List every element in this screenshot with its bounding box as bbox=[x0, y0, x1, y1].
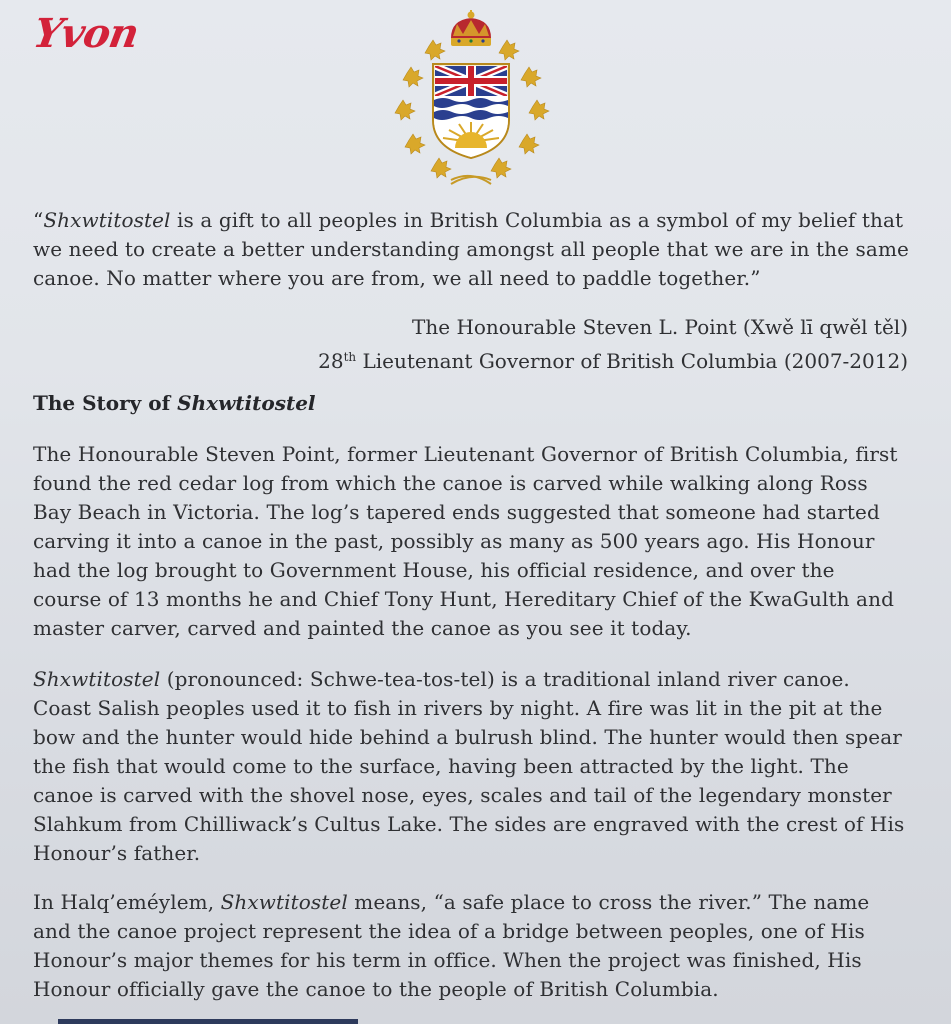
quote-attribution bbox=[318, 312, 908, 376]
british-columbia-crest-icon bbox=[385, 8, 557, 188]
para3-title: Shxwtitostel bbox=[220, 890, 348, 914]
quote-title-italic: Shxwtitostel bbox=[43, 208, 171, 232]
attribution-ordinal-number: 28 bbox=[318, 349, 344, 373]
story-paragraph-1: The Honourable Steven Point, former Lieutenant Governor of British Columbia, first found the red cedar log from which the canoe is carved while walking along Ross Bay Beach in Victoria. The log’s tapered ends suggested that someone had started carving it into a canoe in the past, possibly as many as 500 years ago. His Honour had the log brought to Government House, his official residence, and over the course of 13 months he and Chief Tony Hunt, Hereditary Chief of the KwaGulth and master carver, carved and painted the canoe as you see it today. bbox=[33, 442, 898, 640]
heading-title: Shxwtitostel bbox=[177, 391, 316, 415]
section-heading bbox=[33, 391, 316, 415]
attribution-name: The Honourable Steven L. Point (Xwě lī qwěl těl) bbox=[412, 315, 908, 339]
quote-open-mark: “ bbox=[33, 208, 44, 232]
quote-paragraph bbox=[33, 206, 909, 293]
handwritten-signature: Yvon bbox=[29, 10, 142, 57]
para2-title: Shxwtitostel bbox=[33, 667, 161, 691]
bottom-rule bbox=[58, 1019, 358, 1024]
story-paragraph-2 bbox=[33, 665, 909, 868]
attribution-ordinal-suffix: th bbox=[343, 350, 357, 364]
para3-text: means, “a safe place to cross the river.” The name and the canoe project represent the idea of a bridge between peoples, one of His Honour’s major themes for his term in office. When the project was finished, His Honour officially gave the canoe to the people of British Columbia. bbox=[33, 890, 870, 1001]
para2-text: (pronounced: Schwe-tea-tos-tel) is a traditional inland river canoe. Coast Salish peoples used it to fish in rivers by night. A fire was lit in the pit at the bow and the hunter would hide behind a bulrush blind. The hunter would then spear the fish that would come to the surface, having been attracted by the light. The canoe is carved with the shovel nose, eyes, scales and tail of the legendary monster Slahkum from Chilliwack’s Cultus Lake. The sides are engraved with the crest of His Honour’s father. bbox=[33, 667, 905, 865]
quote-text: is a gift to all peoples in British Columbia as a symbol of my belief that we need to create a better understanding amongst all people that we are in the same canoe. No matter where you are from, we all need to paddle together.” bbox=[33, 208, 909, 290]
para3-prefix: In Halq’eméylem, bbox=[33, 890, 221, 914]
attribution-role: Lieutenant Governor of British Columbia (2007-2012) bbox=[356, 349, 908, 373]
heading-prefix: The Story of bbox=[33, 391, 178, 415]
attribution-title bbox=[318, 342, 908, 376]
story-paragraph-3 bbox=[33, 888, 909, 1004]
